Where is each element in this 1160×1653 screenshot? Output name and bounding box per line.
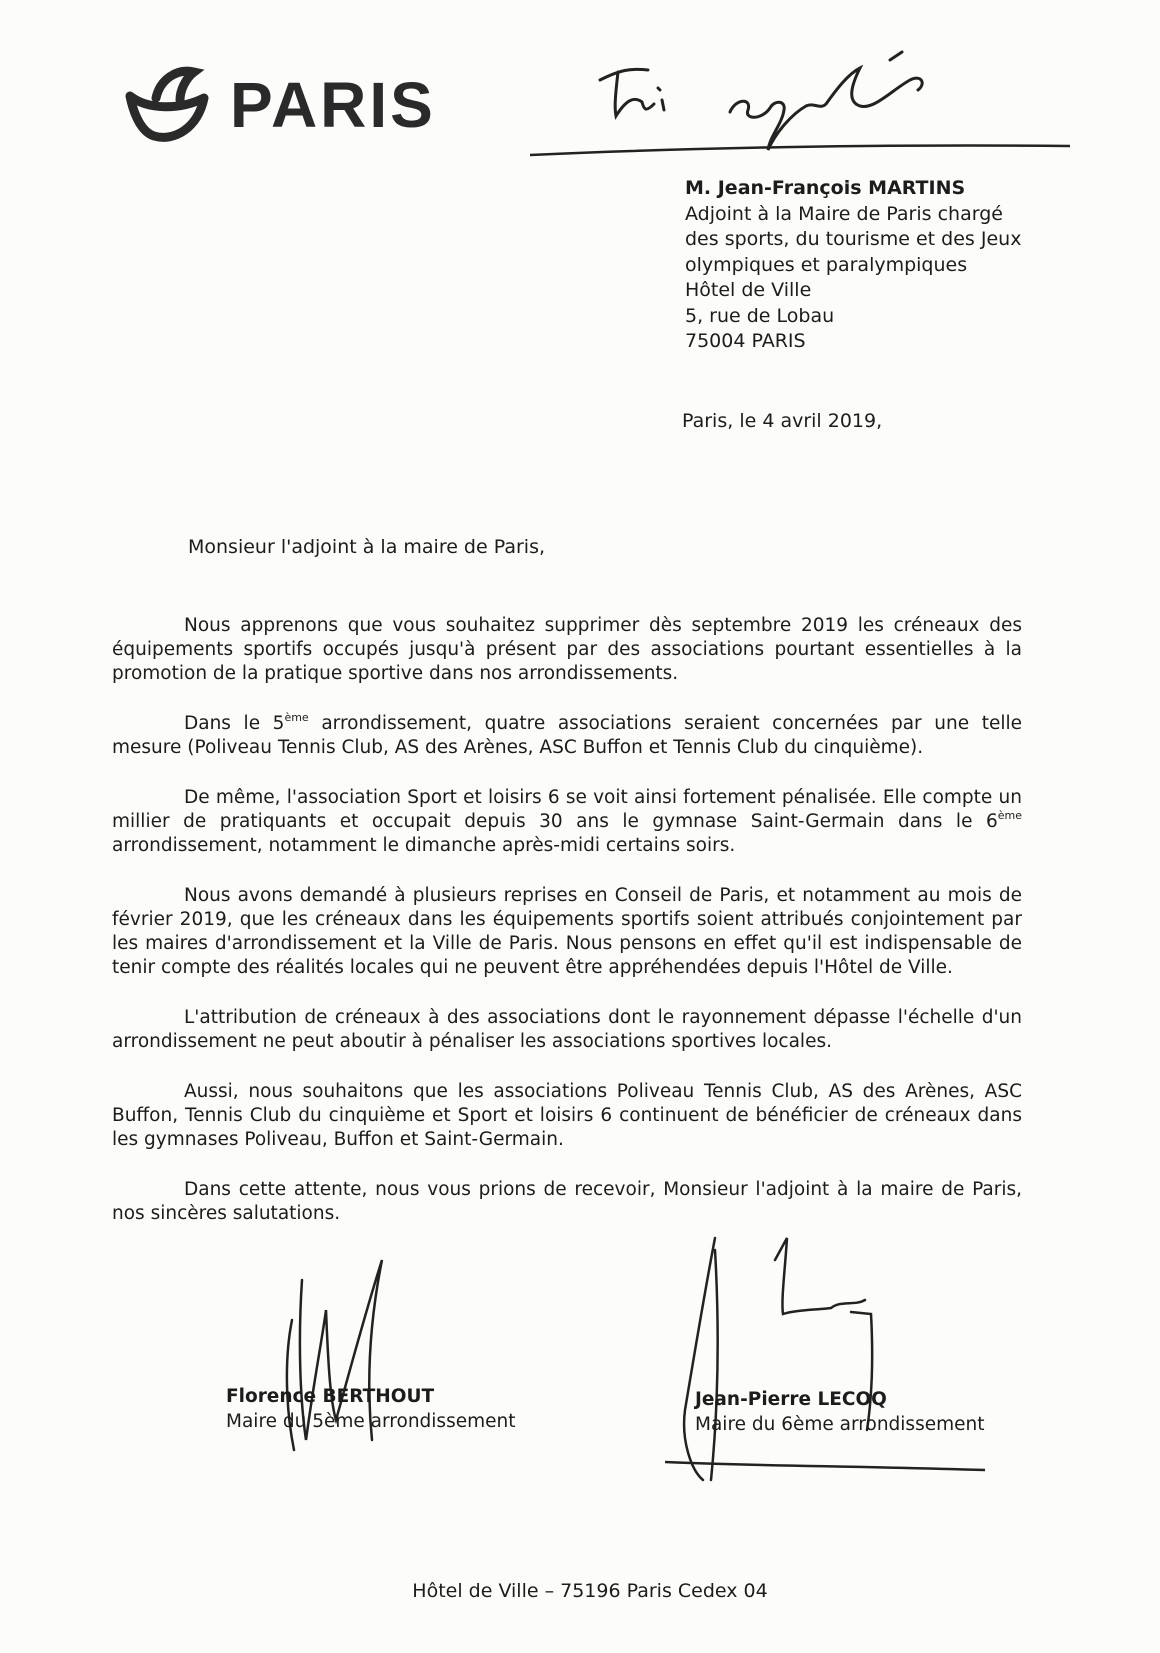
recipient-name: M. Jean-François MARTINS — [685, 177, 966, 199]
letter-date: Paris, le 4 avril 2019, — [682, 410, 883, 432]
signatory-title: Maire du 5ème arrondissement — [226, 1411, 516, 1432]
signatory-left — [226, 1384, 515, 1434]
recipient-address — [685, 176, 1085, 355]
salutation: Monsieur l'adjoint à la maire de Paris, — [188, 536, 546, 558]
signatory-right — [695, 1387, 984, 1437]
paragraph: Dans le 5ème arrondissement, quatre associations seraient concernées par une telle mesure (Poliveau Tennis Club, AS des Arènes, ASC Buffon et Tennis Club du cinquième). — [112, 711, 1022, 758]
footer-address: Hôtel de Ville – 75196 Paris Cedex 04 — [412, 1580, 768, 1602]
signature-right — [655, 1230, 995, 1490]
paragraph: Aussi, nous souhaitons que les associations Poliveau Tennis Club, AS des Arènes, ASC Buffon, Tennis Club du cinquième et Sport et loisirs 6 continuent de bénéficier de créneaux dans les gymnases Poliveau, Buffon et Saint-Germain. — [112, 1081, 1022, 1150]
recipient-line: des sports, du tourisme et des Jeux — [685, 228, 1022, 250]
letter-body — [112, 614, 1022, 1252]
paragraph: Dans cette attente, nous vous prions de recevoir, Monsieur l'adjoint à la maire de Paris, nos sincères salutations. — [112, 1179, 1022, 1224]
paragraph: L'attribution de créneaux à des associations dont le rayonnement dépasse l'échelle d'un arrondissement ne peut aboutir à pénaliser les associations sportives locales. — [112, 1007, 1022, 1052]
recipient-line: 75004 PARIS — [685, 330, 806, 352]
paragraph: De même, l'association Sport et loisirs 6 se voit ainsi fortement pénalisée. Elle compte un millier de pratiquants et occupait depuis 30 ans le gymnase Saint-Germain dans le 6ème arrondissement, notamment le dimanche après-midi certains soirs. — [112, 787, 1022, 856]
paris-ship-icon — [120, 58, 220, 158]
handwritten-annotation — [530, 40, 1070, 170]
signatory-title: Maire du 6ème arrondissement — [695, 1414, 985, 1435]
paris-logo — [120, 58, 500, 158]
recipient-line: 5, rue de Lobau — [685, 304, 835, 327]
paragraph: Nous avons demandé à plusieurs reprises en Conseil de Paris, et notamment au mois de février 2019, que les créneaux dans les équipements sportifs soient attribués conjointement par les maires d'arrondissement et la Ville de Paris. Nous pensons en effet qu'il est indispensable de tenir compte des réalités locales qui ne peuvent être appréhendées depuis l'Hôtel de Ville. — [112, 885, 1022, 978]
recipient-line: olympiques et paralympiques — [685, 253, 968, 276]
paris-logo-text: PARIS — [230, 69, 436, 141]
signatory-name: Florence BERTHOUT — [226, 1386, 435, 1407]
paragraph: Nous apprenons que vous souhaitez supprimer dès septembre 2019 les créneaux des équipements sportifs occupés jusqu'à présent par des associations pourtant essentielles à la promotion de la pratique sportive dans nos arrondissements. — [112, 615, 1022, 684]
recipient-line: Hôtel de Ville — [685, 279, 812, 301]
signatory-name: Jean-Pierre LECOQ — [695, 1389, 887, 1410]
recipient-line: Adjoint à la Maire de Paris chargé — [685, 202, 1003, 225]
